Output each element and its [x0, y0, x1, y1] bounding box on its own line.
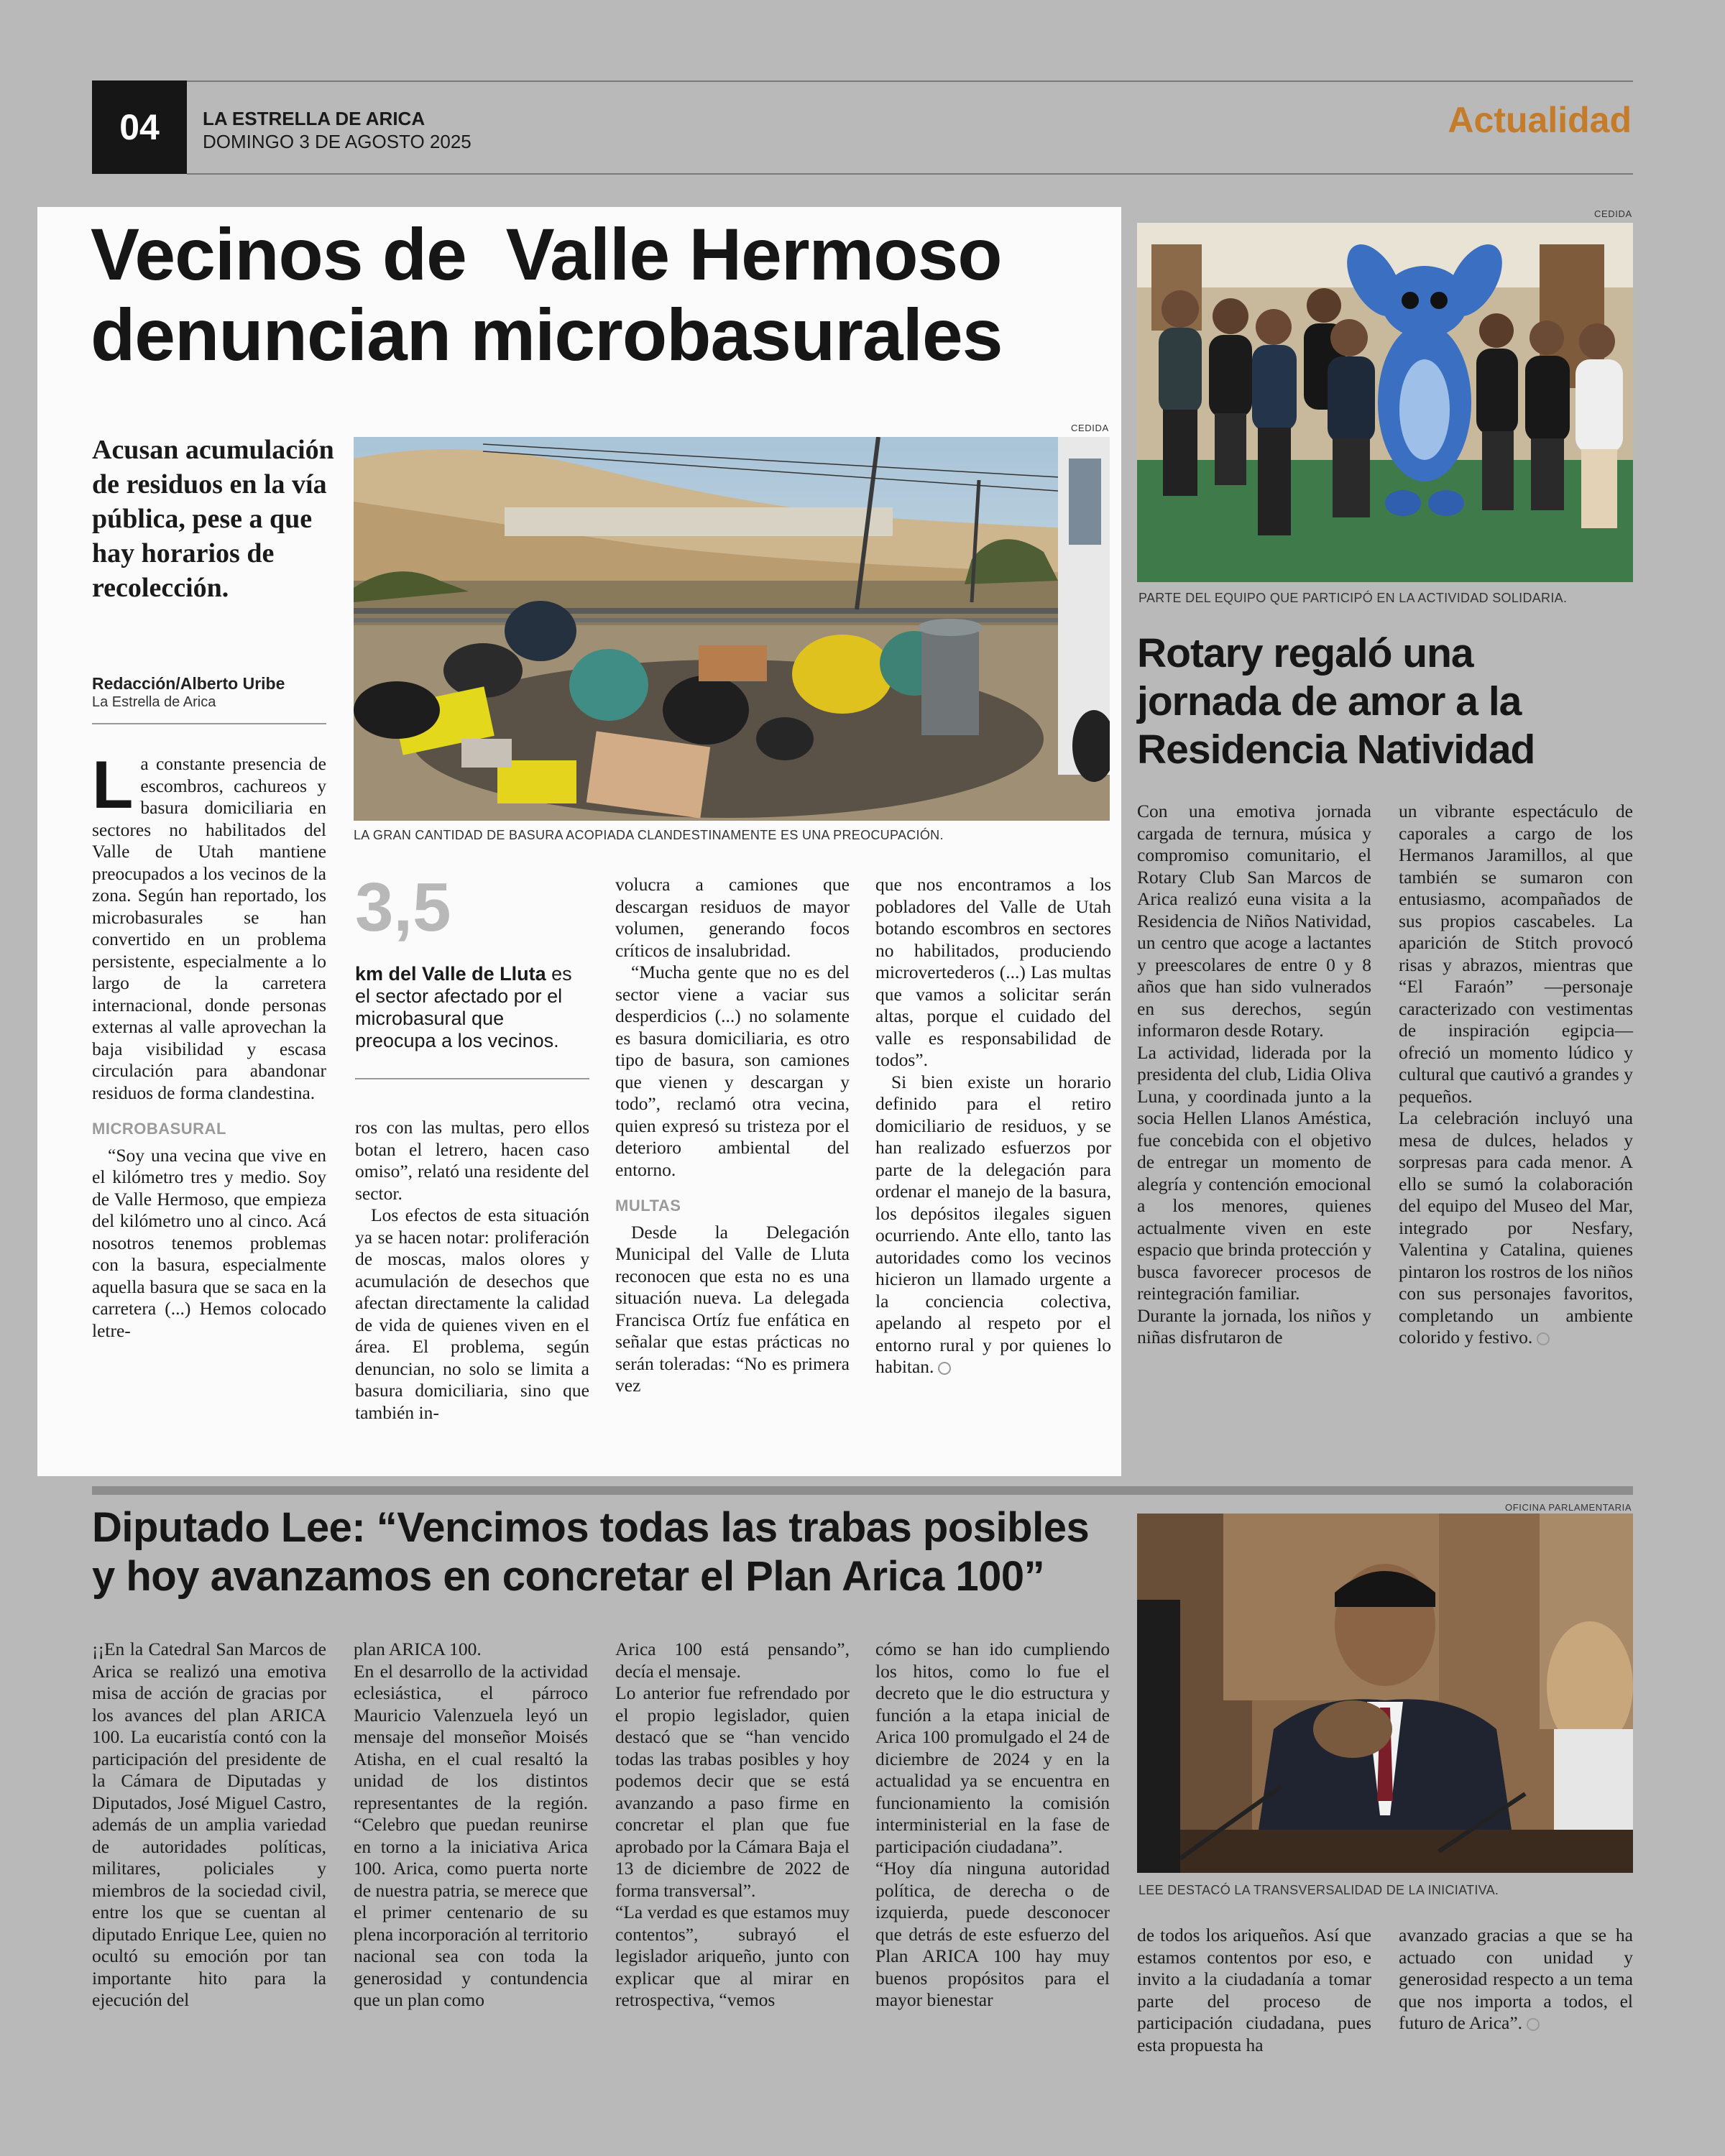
garbage-photo: [354, 437, 1110, 821]
byline-rule: [92, 723, 326, 724]
article3-paragraph: Lo anterior fue refrendado por el propio legislador, quien destacó que se “han vencido todas las trabas posibles y hoy podemos decir que se está avanzando a paso firme en concretar el plan que fue aprobado por la Cámara Baja el 13 de diciembre de 2022 de forma transversal”.: [615, 1682, 850, 1901]
article3-headline-line2: y hoy avanzamos en concretar el Plan Arica 100”: [92, 1553, 1045, 1600]
article2-paragraph: [1399, 1107, 1633, 1349]
article3-paragraph: cómo se han ido cumpliendo los hitos, como lo fue el decreto que le dio estructura y función a la etapa inicial de Arica 100 promulgado el 24 de diciembre de 2024 y en la actualidad ya se encuentra en funcionamiento la comisión interministerial en la fase de participación ciudadana”.: [875, 1639, 1110, 1857]
deputy-lee-photo: [1137, 1514, 1633, 1873]
stat-bold: km del Valle de Lluta: [355, 963, 546, 985]
article3-column-1: [92, 1639, 326, 2012]
article2-paragraph: un vibrante espectáculo de caporales a cargo de los Hermanos Jaramillos, al que también se sumaron con entusiasmo, acompañados de sus propios cascabeles. La aparición de Stitch provocó risas y abrazos, mientras que “El Faraón” —personaje caracterizado con vestimentas de inspiración egipcia— ofreció un momento lúdico y cultural que cautivó a grandes y pequeños.: [1399, 801, 1633, 1107]
section-name: Actualidad: [1448, 100, 1632, 140]
end-of-article-icon: [1537, 1332, 1550, 1345]
article3-paragraph: de todos los ariqueños. Así que estamos contentos por eso, e invito a la ciudadanía a tomar parte del proceso de participación ciudadana, pues esta propuesta ha: [1137, 1925, 1371, 2055]
article3-paragraph: “La verdad es que estamos muy contentos”, subrayó el legislador ariqueño, junto con explicar que al mirar en retrospectiva, “vemos: [615, 1902, 850, 2010]
header-top-rule: [92, 80, 1633, 82]
article3-column-4: [875, 1639, 1110, 2012]
stat-text: es el sector afectado por el microbasural que preocupa a los vecinos.: [355, 963, 572, 1051]
article1-paragraph-text: a constante presencia de escombros, cachureos y basura domiciliaria en sectores no habilitados del Valle de Utah mantiene preocupados a los vecinos de la zona. Según han reportado, los microbasurales se han convertido en un problema persistente, especialmente a lo largo de la carretera internacional, donde personas externas al valle aprovechan la baja visibilidad y escasa circulación para abandonar residuos de forma clandestina.: [92, 753, 326, 1103]
header-bottom-rule: [187, 173, 1633, 175]
edition-date: DOMINGO 3 DE AGOSTO 2025: [203, 131, 472, 152]
end-of-article-icon: [1527, 2018, 1540, 2031]
article2-photo-caption: PARTE DEL EQUIPO QUE PARTICIPÓ EN LA ACTIVIDAD SOLIDARIA.: [1138, 591, 1568, 605]
article3-headline-line1: Diputado Lee: “Vencimos todas las trabas posibles: [92, 1504, 1090, 1551]
article3-paragraph: Arica 100 está pensando”, decía el mensaje.: [615, 1639, 850, 1682]
article3-paragraph: plan ARICA 100.: [354, 1639, 482, 1659]
article1-headline-line1: Vecinos de Valle Hermoso: [91, 213, 1002, 295]
article1-column-3: [615, 874, 850, 1397]
article1-column-4: [875, 874, 1111, 1378]
article3-column-5: [1137, 1925, 1371, 2056]
article3-paragraph: En el desarrollo de la actividad eclesiástica, el párroco Mauricio Valenzuela leyó un mensaje del monseñor Moisés Atisha, en el cual resaltó la unidad de los distintos representantes de la región. “Celebro que puedan reunirse en torno a la iniciativa Arica 100. Arica, como puerta norte de nuestra patria, se merece que el primer centenario de su plena incorporación al territorio nacional sea con toda la generosidad y contundencia que un plan como: [354, 1660, 588, 2010]
article1-byline-sub: La Estrella de Arica: [92, 694, 216, 710]
article1-byline: Redacción/Alberto Uribe: [92, 674, 285, 693]
article1-paragraph: [875, 1072, 1111, 1378]
article1-paragraph: “Mucha gente que no es del sector viene a vaciar sus desperdicios (...) no solamente es basura domiciliaria, es otro tipo de basura, son camiones que vienen y descargan y todo”, reclamó otra vecina, quien expresó su tristeza por el deterioro ambiental del entorno.: [615, 962, 850, 1180]
article2-column-1: [1137, 801, 1371, 1349]
article1-column-1: [92, 747, 326, 1342]
page-number: 04: [92, 80, 187, 174]
end-of-article-icon: [938, 1362, 951, 1375]
article3-column-2: [354, 1639, 588, 2012]
rotary-group-photo: [1137, 223, 1633, 582]
article3-photo-credit: OFICINA PARLAMENTARIA: [1505, 1502, 1632, 1513]
article1-headline-line2: denuncian microbasurales: [91, 294, 1003, 376]
article2-column-2: [1399, 801, 1633, 1349]
article3-paragraph: ¡¡En la Catedral San Marcos de Arica se realizó una emotiva misa de acción de gracias por los avances del plan ARICA 100. La eucaristía contó con la participación del presidente de la Cámara de Diputadas y Diputados, José Miguel Castro, además de un amplia variedad de autoridades políticas, militares, policiales y miembros de la sociedad civil, entre los que se cuentan al diputado Enrique Lee, quien no ocultó su emoción por tan importante hito para la ejecución del: [92, 1639, 326, 2010]
article1-column-2: [355, 1117, 589, 1424]
article3-paragraph: “Hoy día ninguna autoridad política, de derecha o de izquierda, puede desconocer que detrás de este esfuerzo del Plan ARICA 100 hay muy buenos propósitos para el mayor bienestar: [875, 1858, 1110, 2010]
article1-subhead-microbasural: MICROBASURAL: [92, 1120, 226, 1138]
article2-photo-credit: CEDIDA: [1594, 208, 1632, 219]
stat-number: 3,5: [355, 869, 451, 946]
article3-photo-caption: LEE DESTACÓ LA TRANSVERSALIDAD DE LA INICIATIVA.: [1138, 1883, 1499, 1897]
article1-dropcap: L: [92, 747, 134, 822]
article1-paragraph: “Soy una vecina que vive en el kilómetro tres y medio. Soy de Valle Hermoso, que empieza del kilómetro uno al cinco. Acá nosotros tenemos problemas con la basura, especialmente aquella basura que se saca en la carretera (...) Hemos colocado letre-: [92, 1144, 326, 1341]
article1-paragraph: Desde la Delegación Municipal del Valle de Lluta reconocen que esta no es una situación nueva. La delegada Francisca Ortíz fue enfática en señalar que estas prácticas no serán toleradas: “No es primera vez: [615, 1221, 850, 1396]
article1-paragraph: que nos encontramos a los pobladores del Valle de Utah botando escombros en sectores no habilitados, produciendo microvertederos (...) Las multas que vamos a solicitar serán altas, porque el cuidado del valle es responsabilidad de todos”.: [875, 874, 1111, 1070]
newspaper-name: LA ESTRELLA DE ARICA: [203, 108, 426, 129]
stat-box: [355, 868, 589, 1079]
article1-paragraph: volucra a camiones que descargan residuos de mayor volumen, generando focos críticos de insalubridad.: [615, 874, 850, 961]
article2-paragraph: Durante la jornada, los niños y niñas disfrutaron de: [1137, 1304, 1371, 1348]
article3-top-rule: [92, 1486, 1633, 1495]
article1-paragraph-text: Si bien existe un horario definido para el retiro domiciliario de residuos, y se han realizado esfuerzos por parte de la delegación para ordenar el manejo de la basura, los depósitos ilegales siguen ocurriendo. Ante ello, tanto las autoridades como los vecinos hicieron un llamado urgente a la conciencia colectiva, apelando al respeto por el entorno rural y por quienes lo habitan.: [875, 1071, 1111, 1377]
article1-paragraph: [92, 747, 326, 1104]
article2-headline: Rotary regaló una jornada de amor a la Residencia Natividad: [1137, 630, 1535, 773]
article1-headline: [91, 214, 1111, 375]
article1-photo-credit: CEDIDA: [1071, 423, 1109, 433]
article3-column-3: [615, 1639, 850, 2012]
article2-paragraph-text: La celebración incluyó una mesa de dulces, helados y sorpresas para cada menor. A ello se sumó la colaboración del equipo del Museo del Mar, integrado por Nesfary, Valentina y Catalina, quienes pintaron los rostros de los niños con sus personajes favoritos, completando un ambiente colorido y festivo.: [1399, 1107, 1633, 1348]
article3-paragraph: [1399, 1925, 1633, 2035]
article1-paragraph: Los efectos de esta situación ya se hacen notar: proliferación de moscas, malos olores y acumulación de desechos que afectan directamente la calidad de vida de quienes viven en el área. El problema, según denuncian, no solo se limita a basura domiciliaria, sino que también in-: [355, 1204, 589, 1423]
article1-paragraph: ros con las multas, pero ellos botan el letrero, hacen caso omiso”, relató una residente del sector.: [355, 1117, 589, 1204]
article2-paragraph: La actividad, liderada por la presidenta del club, Lidia Oliva Luna, y coordinada junto a la socia Hellen Llanos Améstica, fue concebida con el objetivo de entregar un momento de alegría y contención emocional a los menores, quienes actualmente viven en este espacio que brinda protección y busca favorecer procesos de reintegración familiar.: [1137, 1041, 1371, 1304]
article3-column-6: [1399, 1925, 1633, 2035]
article1-lead: Acusan acumulación de residuos en la vía pública, pese a que hay horarios de recolección.: [92, 435, 334, 603]
article2-paragraph: Con una emotiva jornada cargada de ternura, música y compromiso comunitario, el Rotary Club San Marcos de Arica realizó euna visita a la Residencia de Niños Natividad, un centro que acoge a lactantes y preescolares de entre 0 y 8 años que han sido vulnerados en sus derechos, según informaron desde Rotary.: [1137, 801, 1371, 1041]
article1-subhead-multas: MULTAS: [615, 1197, 681, 1215]
article1-photo-caption: LA GRAN CANTIDAD DE BASURA ACOPIADA CLANDESTINAMENTE ES UNA PREOCUPACIÓN.: [354, 828, 944, 842]
article3-paragraph-text: avanzado gracias a que se ha actuado con unidad y generosidad respecto a un tema que nos importa a todos, el futuro de Arica”.: [1399, 1925, 1633, 2033]
article3-headline: [92, 1503, 1127, 1601]
stat-description: [355, 963, 589, 1052]
stat-rule: [355, 1078, 589, 1079]
